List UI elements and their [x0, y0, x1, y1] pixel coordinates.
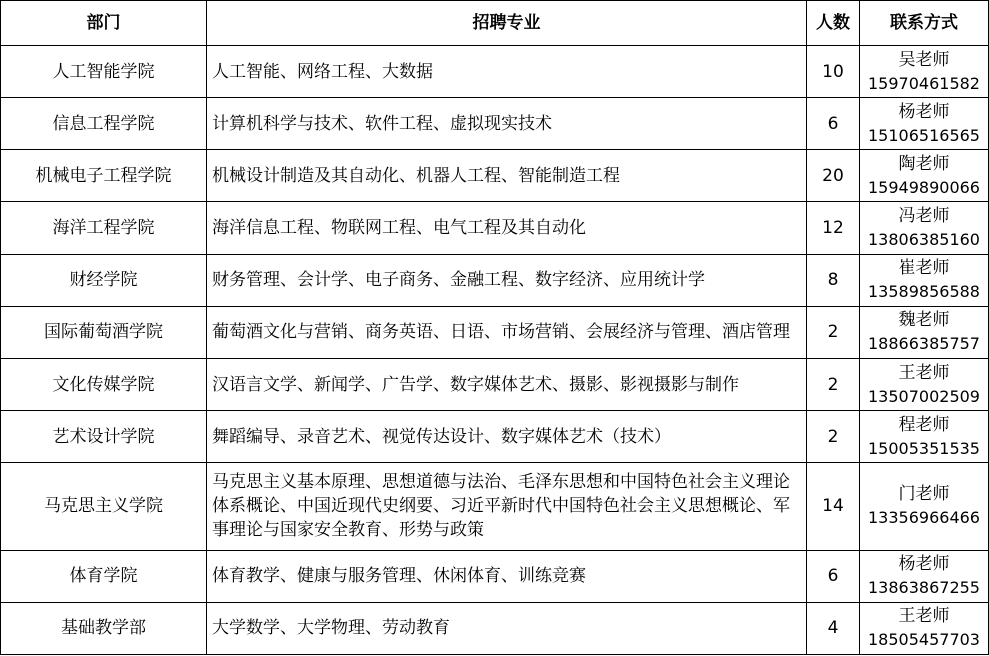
department-cell: 财经学院 — [1, 254, 207, 306]
department-cell: 海洋工程学院 — [1, 202, 207, 254]
table-row — [1, 150, 989, 202]
contact-name: 崔老师 — [898, 258, 950, 279]
count-cell: 4 — [807, 602, 860, 654]
count-cell: 10 — [807, 46, 860, 98]
contact-phone: 18866385757 — [868, 334, 980, 354]
majors-cell: 人工智能、网络工程、大数据 — [207, 46, 807, 98]
table-row — [1, 202, 989, 254]
contact-cell — [860, 463, 989, 550]
contact-cell — [860, 358, 989, 410]
count-cell: 8 — [807, 254, 860, 306]
table-row — [1, 306, 989, 358]
contact-name: 魏老师 — [898, 310, 950, 331]
department-cell: 体育学院 — [1, 550, 207, 602]
contact-phone: 15970461582 — [868, 73, 980, 93]
table-row — [1, 254, 989, 306]
contact-phone: 18505457703 — [868, 630, 980, 650]
header-department: 部门 — [1, 1, 207, 46]
table-row — [1, 463, 989, 550]
majors-cell: 财务管理、会计学、电子商务、金融工程、数字经济、应用统计学 — [207, 254, 807, 306]
count-cell: 12 — [807, 202, 860, 254]
contact-name: 王老师 — [898, 606, 950, 627]
header-count: 人数 — [807, 1, 860, 46]
majors-cell: 大学数学、大学物理、劳动教育 — [207, 602, 807, 654]
majors-cell: 汉语言文学、新闻学、广告学、数字媒体艺术、摄影、影视摄影与制作 — [207, 358, 807, 410]
majors-cell: 舞蹈编导、录音艺术、视觉传达设计、数字媒体艺术（技术） — [207, 411, 807, 463]
contact-name: 门老师 — [898, 484, 950, 505]
contact-cell — [860, 602, 989, 654]
department-cell: 文化传媒学院 — [1, 358, 207, 410]
contact-cell — [860, 202, 989, 254]
table-row — [1, 46, 989, 98]
majors-cell: 马克思主义基本原理、思想道德与法治、毛泽东思想和中国特色社会主义理论体系概论、中国近现代史纲要、习近平新时代中国特色社会主义思想概论、军事理论与国家安全教育、形势与政策 — [207, 463, 807, 550]
contact-cell — [860, 254, 989, 306]
contact-phone: 13356966466 — [868, 508, 980, 528]
contact-cell — [860, 98, 989, 150]
department-cell: 人工智能学院 — [1, 46, 207, 98]
contact-phone: 13863867255 — [868, 578, 980, 598]
table-body — [1, 46, 989, 655]
contact-name: 冯老师 — [898, 206, 950, 227]
contact-phone: 13806385160 — [868, 230, 980, 250]
majors-cell: 计算机科学与技术、软件工程、虚拟现实技术 — [207, 98, 807, 150]
count-cell: 2 — [807, 358, 860, 410]
majors-cell: 海洋信息工程、物联网工程、电气工程及其自动化 — [207, 202, 807, 254]
department-cell: 马克思主义学院 — [1, 463, 207, 550]
table-row — [1, 98, 989, 150]
majors-cell: 葡萄酒文化与营销、商务英语、日语、市场营销、会展经济与管理、酒店管理 — [207, 306, 807, 358]
count-cell: 2 — [807, 411, 860, 463]
count-cell: 2 — [807, 306, 860, 358]
contact-name: 程老师 — [898, 414, 950, 435]
contact-cell — [860, 46, 989, 98]
contact-cell — [860, 411, 989, 463]
department-cell: 艺术设计学院 — [1, 411, 207, 463]
contact-cell — [860, 306, 989, 358]
table-row — [1, 358, 989, 410]
department-cell: 国际葡萄酒学院 — [1, 306, 207, 358]
majors-cell: 机械设计制造及其自动化、机器人工程、智能制造工程 — [207, 150, 807, 202]
contact-phone: 15106516565 — [868, 125, 980, 145]
contact-name: 陶老师 — [898, 153, 950, 174]
contact-phone: 15005351535 — [868, 438, 980, 458]
table-row — [1, 411, 989, 463]
majors-cell: 体育教学、健康与服务管理、休闲体育、训练竞赛 — [207, 550, 807, 602]
department-cell: 机械电子工程学院 — [1, 150, 207, 202]
contact-phone: 15949890066 — [868, 177, 980, 197]
header-contact: 联系方式 — [860, 1, 989, 46]
contact-name: 吴老师 — [898, 49, 950, 70]
count-cell: 6 — [807, 550, 860, 602]
contact-name: 杨老师 — [898, 101, 950, 122]
header-majors: 招聘专业 — [207, 1, 807, 46]
count-cell: 20 — [807, 150, 860, 202]
table-row — [1, 550, 989, 602]
table-row — [1, 602, 989, 654]
count-cell: 14 — [807, 463, 860, 550]
contact-cell — [860, 550, 989, 602]
count-cell: 6 — [807, 98, 860, 150]
contact-phone: 13589856588 — [868, 282, 980, 302]
header-row — [1, 1, 989, 46]
contact-name: 杨老师 — [898, 554, 950, 575]
contact-name: 王老师 — [898, 362, 950, 383]
department-cell: 基础教学部 — [1, 602, 207, 654]
department-cell: 信息工程学院 — [1, 98, 207, 150]
contact-phone: 13507002509 — [868, 386, 980, 406]
contact-cell — [860, 150, 989, 202]
